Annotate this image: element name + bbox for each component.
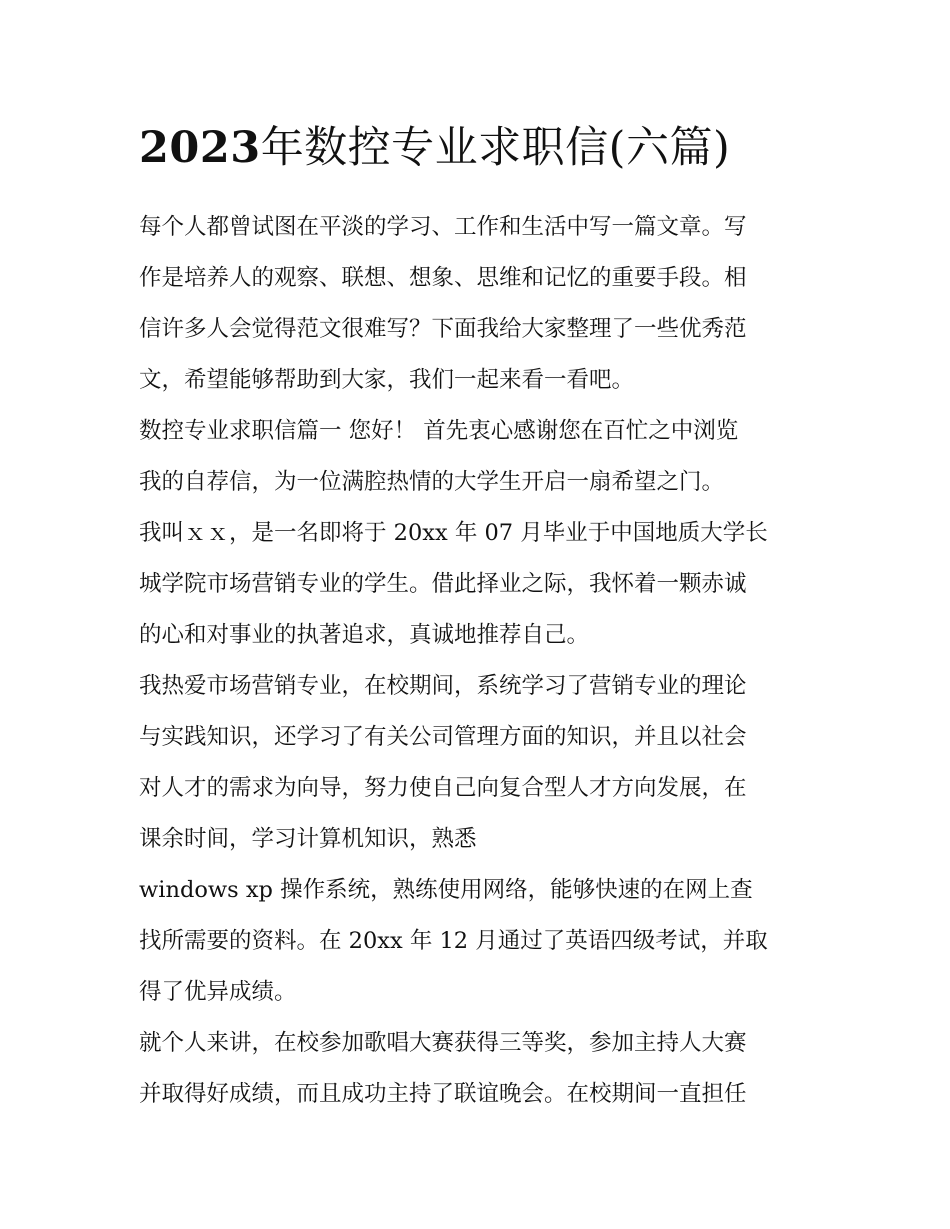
- title-year: 2023: [139, 123, 261, 173]
- document-body: [139, 202, 819, 1120]
- text-line: 文，希望能够帮助到大家，我们一起来看一看吧。: [139, 367, 635, 393]
- text-line: 找所需要的资料。在 20xx 年 12 月通过了英语四级考试，并取: [139, 928, 768, 954]
- text-line: 并取得好成绩，而且成功主持了联谊晚会。在校期间一直担任: [139, 1081, 747, 1107]
- text-line: windows xp 操作系统，熟练使用网络，能够快速的在网上查: [139, 877, 753, 903]
- text-line: 的心和对事业的执著追求，真诚地推荐自己。: [139, 622, 590, 648]
- text-line: 我叫ｘｘ，是一名即将于 20xx 年 07 月毕业于中国地质大学长: [139, 520, 768, 546]
- text-line: 我热爱市场营销专业，在校期间，系统学习了营销专业的理论: [139, 673, 747, 699]
- paragraph-introduction-self: [139, 508, 819, 661]
- text-line: 课余时间，学习计算机知识，熟悉: [139, 826, 477, 852]
- document-title: [139, 118, 839, 178]
- paragraph-greeting: [139, 406, 819, 508]
- text-line: 就个人来讲，在校参加歌唱大赛获得三等奖，参加主持人大赛: [139, 1030, 747, 1056]
- text-line: 与实践知识，还学习了有关公司管理方面的知识，并且以社会: [139, 724, 747, 750]
- text-line: 作是培养人的观察、联想、想象、思维和记忆的重要手段。相: [139, 265, 747, 291]
- text-line: 数控专业求职信篇一 您好！ 首先衷心感谢您在百忙之中浏览: [139, 418, 739, 444]
- paragraph-activities: [139, 1018, 819, 1120]
- text-line: 对人才的需求为向导，努力使自己向复合型人才方向发展，在: [139, 775, 747, 801]
- text-line: 城学院市场营销专业的学生。借此择业之际，我怀着一颗赤诚: [139, 571, 747, 597]
- text-line: 我的自荐信，为一位满腔热情的大学生开启一扇希望之门。: [139, 469, 725, 495]
- text-line: 得了优异成绩。: [139, 979, 297, 1005]
- paragraph-study: [139, 661, 819, 1018]
- text-line: 信许多人会觉得范文很难写？下面我给大家整理了一些优秀范: [139, 316, 747, 342]
- title-text: 年数控专业求职信(六篇): [260, 123, 731, 173]
- text-line: 每个人都曾试图在平淡的学习、工作和生活中写一篇文章。写: [139, 214, 747, 240]
- paragraph-intro: [139, 202, 819, 406]
